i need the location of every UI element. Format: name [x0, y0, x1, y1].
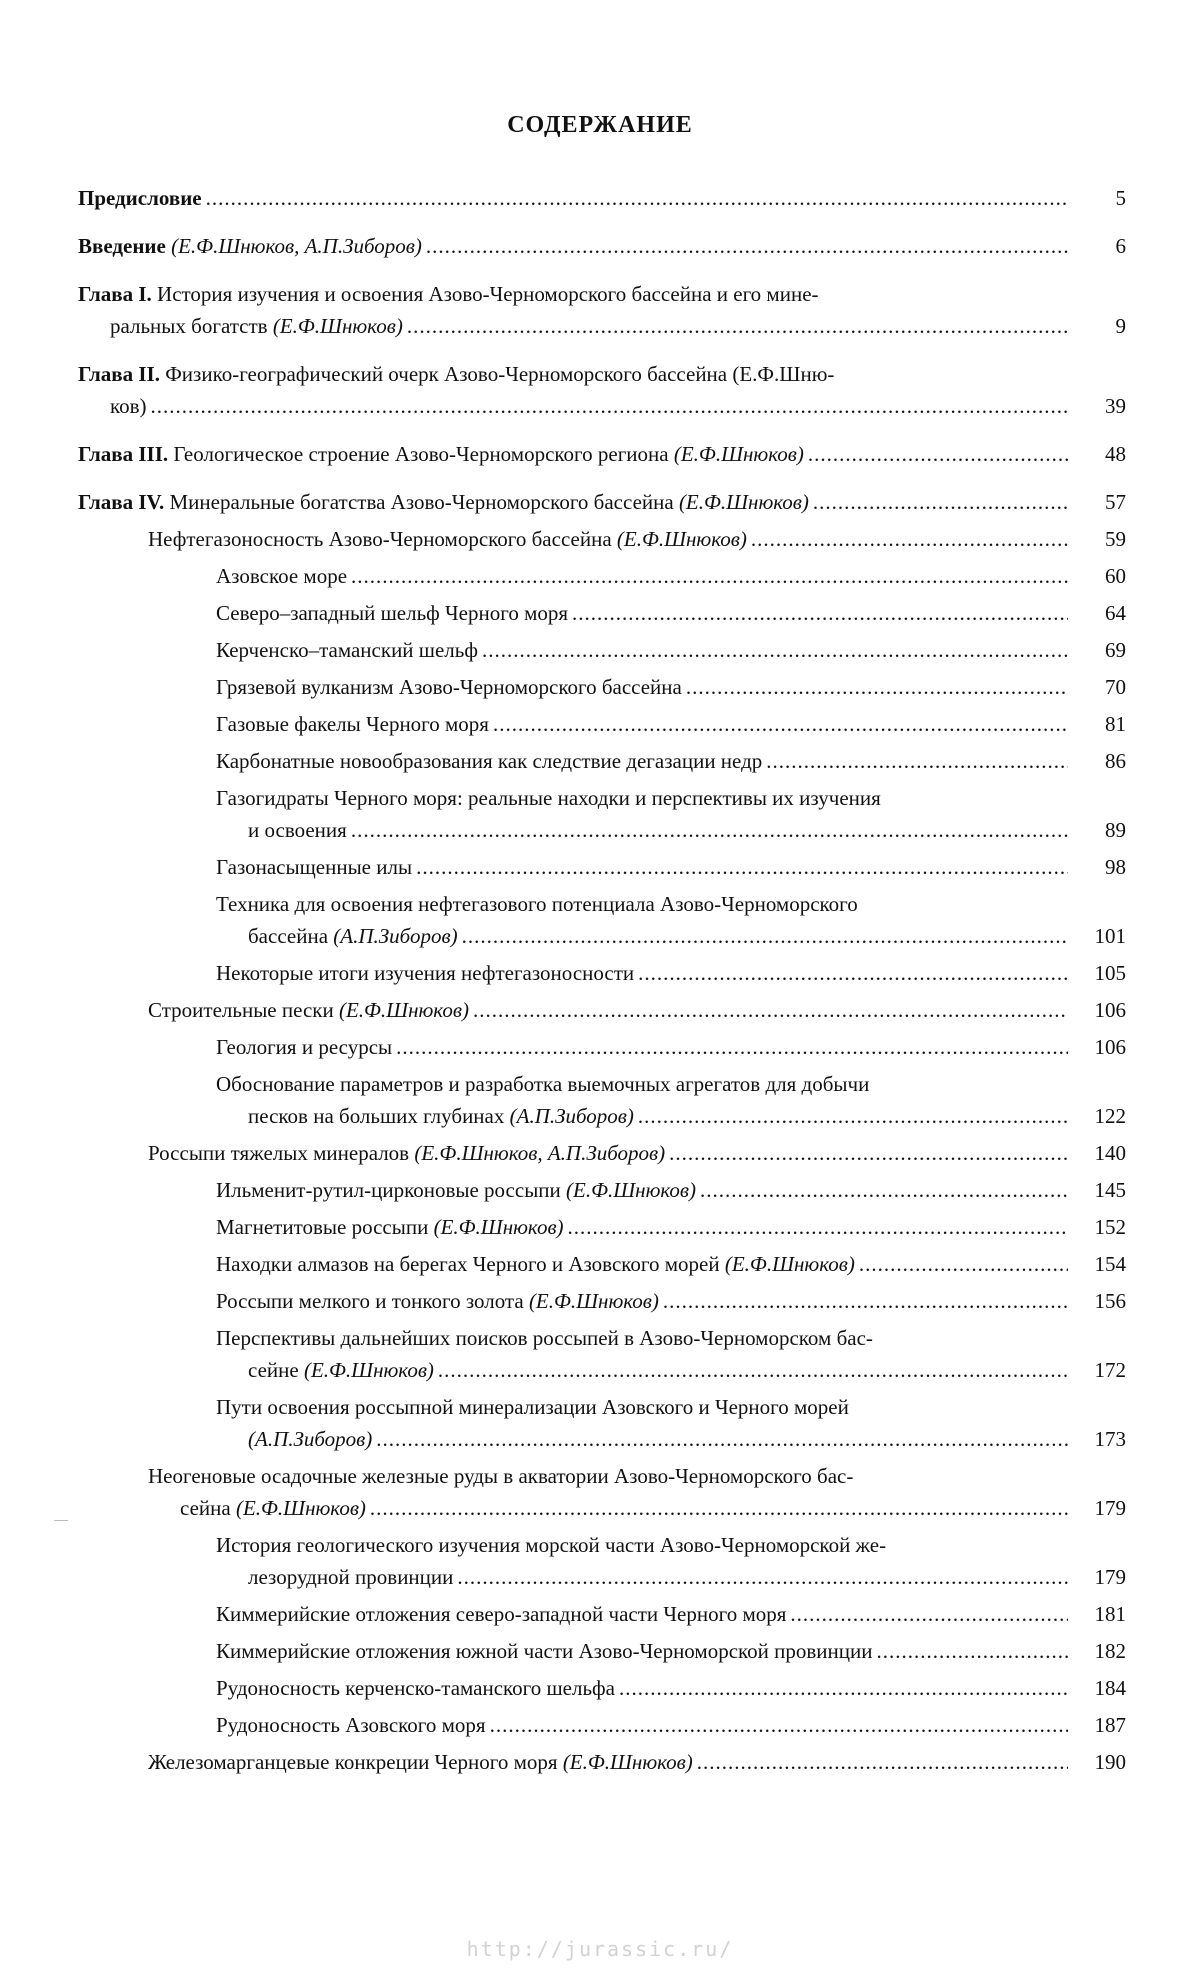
entry-title-last-line [148, 523, 747, 555]
author-credit: (Е.Ф.Шнюков, А.П.Зиборов) [171, 234, 422, 258]
entry-title-last-line [216, 1635, 873, 1667]
leader-dots [808, 438, 1068, 470]
entry-title-last-line [216, 1672, 615, 1704]
toc-section-entry[interactable] [78, 994, 1126, 1026]
entry-title-last-line [216, 1031, 392, 1063]
entry-title-line [78, 278, 1068, 310]
entry-title-last-line [248, 1561, 453, 1593]
page-number: 60 [1105, 564, 1126, 588]
page-number: 156 [1094, 1289, 1126, 1313]
entry-title-last-line [248, 1423, 372, 1455]
leader-dots [859, 1248, 1068, 1280]
entry-title-text: История изучения и освоения Азово-Черноморского бассейна и его мине- [157, 282, 819, 306]
leader-dots [568, 1211, 1068, 1243]
entry-title-last-line [78, 230, 422, 262]
leader-dots [206, 182, 1068, 214]
margin-mark [54, 1520, 68, 1521]
page-number: 106 [1094, 998, 1126, 1022]
toc-chapter-entry[interactable] [78, 486, 1126, 518]
page-number: 57 [1105, 490, 1126, 514]
author-credit: (Е.Ф.Шнюков) [235, 1496, 366, 1520]
entry-title-text: лезорудной провинции [248, 1565, 454, 1589]
entry-title-text: песков на больших глубинах (А.П.Зиборов) [248, 1104, 634, 1128]
entry-title-last-line [216, 745, 762, 777]
leader-dots [370, 1492, 1068, 1524]
entry-title-text: Газовые факелы Черного моря [216, 712, 489, 736]
entry-title-text: Предисловие [78, 186, 202, 210]
entry-title-text: сейне (Е.Ф.Шнюков) [248, 1358, 434, 1382]
leader-dots [473, 994, 1068, 1026]
entry-title-last-line [216, 1709, 486, 1741]
entry-title-last-line [148, 994, 469, 1026]
toc-chapter-entry[interactable] [78, 438, 1126, 470]
entry-title-text: Рудоносность керченско-таманского шельфа [216, 1676, 615, 1700]
entry-title-text: Керченско–таманский шельф [216, 638, 478, 662]
page-number: 184 [1094, 1676, 1126, 1700]
toc-section-entry[interactable] [78, 1068, 1126, 1132]
author-credit: (Е.Ф.Шнюков) [673, 442, 804, 466]
entry-title-text: Техника для освоения нефтегазового потенциала Азово-Черноморского [216, 892, 858, 916]
toc-section-entry[interactable] [78, 1285, 1126, 1317]
entry-title-last-line [216, 1285, 659, 1317]
toc-section-entry[interactable] [78, 957, 1126, 989]
leader-dots [572, 597, 1068, 629]
leader-dots [426, 230, 1068, 262]
leader-dots [663, 1285, 1068, 1317]
page-number: 173 [1094, 1427, 1126, 1451]
entry-title-text: Некоторые итоги изучения нефтегазоносности [216, 961, 635, 985]
entry-title-text: История геологического изучения морской части Азово-Черноморской же- [216, 1533, 887, 1557]
leader-dots [638, 957, 1068, 989]
page-number: 48 [1105, 442, 1126, 466]
leader-dots [438, 1354, 1068, 1386]
page-number: 6 [1115, 234, 1126, 258]
page-number: 101 [1094, 924, 1126, 948]
entry-title-last-line [216, 1211, 564, 1243]
leader-dots [482, 634, 1068, 666]
leader-dots [766, 745, 1068, 777]
entry-title-last-line [78, 486, 809, 518]
toc-section-entry[interactable] [78, 1174, 1126, 1206]
entry-title-text: ральных богатств (Е.Ф.Шнюков) [110, 314, 403, 338]
author-credit: (А.П.Зиборов) [248, 1427, 373, 1451]
entry-title-text: Геология и ресурсы [216, 1035, 393, 1059]
author-credit: (А.П.Зиборов) [509, 1104, 634, 1128]
entry-title-last-line [216, 1598, 786, 1630]
leader-dots [490, 1709, 1068, 1741]
page-number: 105 [1094, 961, 1126, 985]
entry-title-text: Магнетитовые россыпи (Е.Ф.Шнюков) [216, 1215, 564, 1239]
page-number: 5 [1115, 186, 1126, 210]
chapter-label: Глава IV. [78, 490, 165, 514]
leader-dots [877, 1635, 1069, 1667]
page-number: 154 [1094, 1252, 1126, 1276]
page-number: 59 [1105, 527, 1126, 551]
toc-section-entry[interactable] [78, 1137, 1126, 1169]
chapter-label: Глава II. [78, 362, 160, 386]
page-number: 182 [1094, 1639, 1126, 1663]
entry-title-last-line [110, 390, 147, 422]
entry-title-last-line [180, 1492, 366, 1524]
leader-dots [462, 920, 1068, 952]
entry-title-text: Северо–западный шельф Черного моря [216, 601, 569, 625]
toc-section-entry[interactable] [78, 560, 1126, 592]
entry-title-last-line [110, 310, 403, 342]
entry-title-last-line [216, 597, 568, 629]
page-number: 64 [1105, 601, 1126, 625]
toc-section-entry[interactable] [78, 1248, 1126, 1280]
entry-title-last-line [216, 560, 347, 592]
toc-section-entry[interactable] [78, 888, 1126, 952]
entry-title-last-line [248, 920, 458, 952]
page-number: 140 [1094, 1141, 1126, 1165]
leader-dots [407, 310, 1068, 342]
leader-dots [813, 486, 1068, 518]
toc-section-entry[interactable] [78, 708, 1126, 740]
entry-title-last-line [216, 1248, 855, 1280]
entry-title-line [216, 888, 1068, 920]
page-number: 9 [1115, 314, 1126, 338]
author-credit: (Е.Ф.Шнюков) [616, 527, 747, 551]
leader-dots [151, 390, 1068, 422]
leader-dots [669, 1137, 1068, 1169]
leader-dots [416, 851, 1068, 883]
chapter-label: Введение [78, 234, 166, 258]
entry-title-text: Находки алмазов на берегах Черного и Азовского морей (Е.Ф.Шнюков) [216, 1252, 855, 1276]
entry-title-last-line [78, 182, 202, 214]
leader-dots [619, 1672, 1068, 1704]
entry-title-text: Газогидраты Черного моря: реальные находки и перспективы их изучения [216, 786, 881, 810]
page-number: 187 [1094, 1713, 1126, 1737]
entry-title-text: Россыпи мелкого и тонкого золота (Е.Ф.Шнюков) [216, 1289, 659, 1313]
page-number: 86 [1105, 749, 1126, 773]
entry-title-last-line [78, 438, 804, 470]
entry-title-text: Строительные пески (Е.Ф.Шнюков) [148, 998, 469, 1022]
author-credit: (Е.Ф.Шнюков) [566, 1178, 697, 1202]
author-credit: (Е.Ф.Шнюков) [272, 314, 403, 338]
entry-title-text: Карбонатные новообразования как следствие дегазации недр [216, 749, 763, 773]
toc-section-entry[interactable] [78, 1460, 1126, 1524]
page-number: 122 [1094, 1104, 1126, 1128]
toc-section-entry[interactable] [78, 1709, 1126, 1741]
entry-title-last-line [148, 1137, 665, 1169]
entry-title-last-line [216, 634, 478, 666]
entry-title-text: Газонасыщенные илы [216, 855, 413, 879]
toc-chapter-entry[interactable] [78, 182, 1126, 214]
entry-title-text: Нефтегазоносность Азово-Черноморского бассейна (Е.Ф.Шнюков) [148, 527, 747, 551]
page-number: 70 [1105, 675, 1126, 699]
page-number: 69 [1105, 638, 1126, 662]
toc-section-entry[interactable] [78, 1598, 1126, 1630]
page-number: 179 [1094, 1496, 1126, 1520]
toc-section-entry[interactable] [78, 851, 1126, 883]
entry-title-text: Азовское море [216, 564, 348, 588]
author-credit: (Е.Ф.Шнюков, А.П.Зиборов) [414, 1141, 666, 1165]
page-number: 39 [1105, 394, 1126, 418]
entry-title-last-line [248, 814, 347, 846]
page-number: 181 [1094, 1602, 1126, 1626]
page-number: 89 [1105, 818, 1126, 842]
entry-title-text: Россыпи тяжелых минералов (Е.Ф.Шнюков, А.П.Зиборов) [148, 1141, 666, 1165]
entry-title-last-line [216, 851, 412, 883]
leader-dots [790, 1598, 1068, 1630]
entry-title-line [216, 782, 1068, 814]
leader-dots [376, 1423, 1068, 1455]
entry-title-text: Неогеновые осадочные железные руды в акватории Азово-Черноморского бас- [148, 1464, 854, 1488]
entry-title-text: Железомарганцевые конкреции Черного моря (Е.Ф.Шнюков) [148, 1750, 693, 1774]
page-number: 98 [1105, 855, 1126, 879]
page-number: 152 [1094, 1215, 1126, 1239]
author-credit: (Е.Ф.Шнюков) [528, 1289, 659, 1313]
chapter-label: Глава I. [78, 282, 152, 306]
toc-section-entry[interactable] [78, 1322, 1126, 1386]
toc-section-entry[interactable] [78, 1635, 1126, 1667]
leader-dots [686, 671, 1068, 703]
leader-dots [638, 1100, 1068, 1132]
entry-title-last-line [248, 1354, 434, 1386]
toc-section-entry[interactable] [78, 1746, 1126, 1778]
watermark: http://jurassic.ru/ [466, 1937, 734, 1961]
author-credit: (Е.Ф.Шнюков) [433, 1215, 564, 1239]
author-credit: (Е.Ф.Шнюков) [562, 1750, 693, 1774]
entry-title-line [216, 1529, 1068, 1561]
leader-dots [751, 523, 1068, 555]
entry-title-text [248, 1427, 372, 1451]
page-number: 145 [1094, 1178, 1126, 1202]
toc-section-entry[interactable] [78, 597, 1126, 629]
entry-title-text: Киммерийские отложения южной части Азово-Черноморской провинции [216, 1639, 873, 1663]
leader-dots [697, 1746, 1068, 1778]
toc-section-entry[interactable] [78, 782, 1126, 846]
toc-section-entry[interactable] [78, 1529, 1126, 1593]
entry-title-text [171, 234, 422, 258]
toc-chapter-entry[interactable] [78, 358, 1126, 422]
entry-title-last-line [216, 671, 682, 703]
entry-title-text: и освоения [248, 818, 347, 842]
page-number: 81 [1105, 712, 1126, 736]
page-number: 106 [1094, 1035, 1126, 1059]
entry-title-text: Перспективы дальнейших поисков россыпей в Азово-Черноморском бас- [216, 1326, 873, 1350]
entry-title-line [216, 1322, 1068, 1354]
toc-section-entry[interactable] [78, 634, 1126, 666]
toc-section-entry[interactable] [78, 523, 1126, 555]
leader-dots [351, 814, 1068, 846]
author-credit: (Е.Ф.Шнюков) [724, 1252, 855, 1276]
page-number: 179 [1094, 1565, 1126, 1589]
author-credit: (Е.Ф.Шнюков) [303, 1358, 434, 1382]
toc-chapter-entry[interactable] [78, 278, 1126, 342]
entry-title-text: Пути освоения россыпной минерализации Азовского и Черного морей [216, 1395, 849, 1419]
entry-title-line [216, 1068, 1068, 1100]
entry-title-last-line [216, 1174, 696, 1206]
page-title: СОДЕРЖАНИЕ [507, 112, 693, 138]
author-credit: (А.П.Зиборов) [333, 924, 458, 948]
entry-title-text: Обоснование параметров и разработка выемочных агрегатов для добычи [216, 1072, 870, 1096]
page-number: 172 [1094, 1358, 1126, 1382]
entry-title-text: Грязевой вулканизм Азово-Черноморского бассейна [216, 675, 682, 699]
entry-title-text: ков) [110, 394, 147, 418]
entry-title-text: Киммерийские отложения северо-западной части Черного моря [216, 1602, 787, 1626]
page-number: 190 [1094, 1750, 1126, 1774]
toc-section-entry[interactable] [78, 1672, 1126, 1704]
leader-dots [493, 708, 1068, 740]
toc-section-entry[interactable] [78, 671, 1126, 703]
leader-dots [700, 1174, 1068, 1206]
toc-section-entry[interactable] [78, 745, 1126, 777]
leader-dots [396, 1031, 1068, 1063]
entry-title-last-line [216, 708, 489, 740]
leader-dots [351, 560, 1068, 592]
entry-title-line [216, 1391, 1068, 1423]
entry-title-last-line [148, 1746, 693, 1778]
author-credit: (Е.Ф.Шнюков) [338, 998, 469, 1022]
entry-title-line [148, 1460, 1068, 1492]
entry-title-line [78, 358, 1068, 390]
entry-title-text: Физико-географический очерк Азово-Черноморского бассейна (Е.Ф.Шню- [165, 362, 835, 386]
entry-title-text: Ильменит-рутил-цирконовые россыпи (Е.Ф.Шнюков) [216, 1178, 697, 1202]
entry-title-text: Геологическое строение Азово-Черноморского региона (Е.Ф.Шнюков) [173, 442, 804, 466]
toc-section-entry[interactable] [78, 1031, 1126, 1063]
entry-title-text: Рудоносность Азовского моря [216, 1713, 486, 1737]
toc-section-entry[interactable] [78, 1211, 1126, 1243]
table-of-contents [78, 182, 1126, 1778]
leader-dots [457, 1561, 1068, 1593]
author-credit: (Е.Ф.Шнюков) [678, 490, 809, 514]
toc-chapter-entry[interactable] [78, 230, 1126, 262]
chapter-label: Глава III. [78, 442, 169, 466]
entry-title-text: Минеральные богатства Азово-Черноморского бассейна (Е.Ф.Шнюков) [169, 490, 809, 514]
entry-title-text: сейна (Е.Ф.Шнюков) [180, 1496, 366, 1520]
entry-title-text: бассейна (А.П.Зиборов) [248, 924, 458, 948]
toc-section-entry[interactable] [78, 1391, 1126, 1455]
entry-title-last-line [216, 957, 634, 989]
entry-title-last-line [248, 1100, 634, 1132]
